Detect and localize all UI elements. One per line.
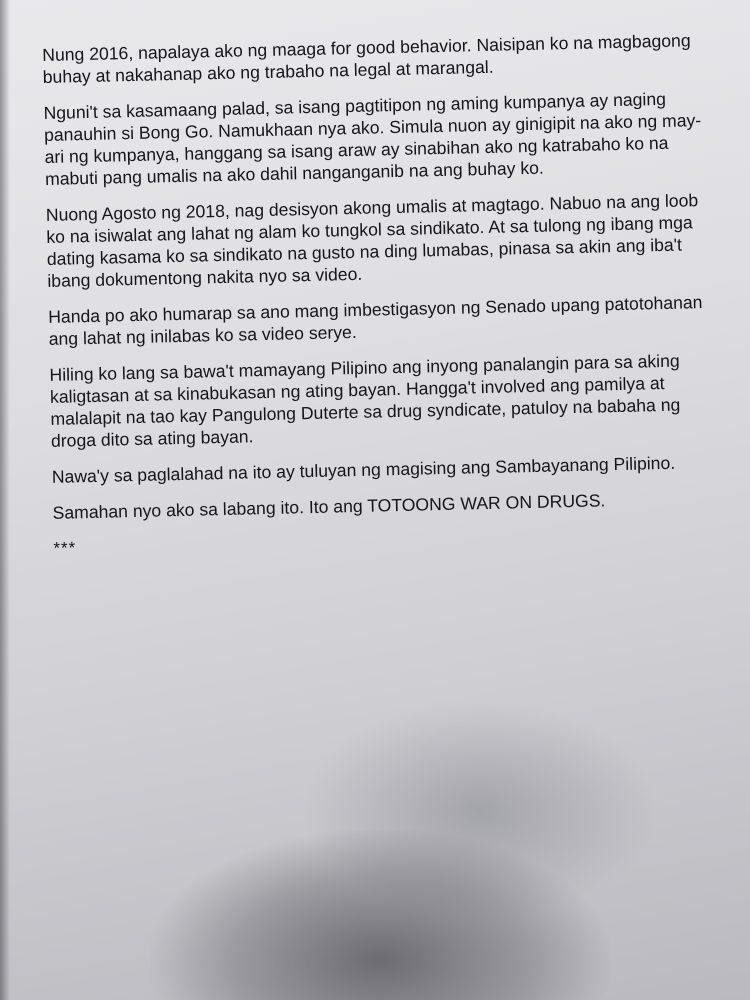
paragraph-6: Nawa'y sa paglalahad na ito ay tuluyan ng magising ang Sambayanang Pilipino. (51, 452, 676, 487)
paper-edge-shadow (0, 0, 10, 1000)
paragraph-1: Nung 2016, napalaya ako ng maaga for good behavior. Naisipan ko na magbagong buhay at nakahanap ako ng trabaho na legal at marangal. (42, 30, 691, 87)
paragraph-2: Nguni't sa kasamaang palad, sa isang pagtitipon ng aming kumpanya ay naging panauhin si Bong Go. Namukhaan nya ako. Simula nuon ay ginigipit na ako ng may-ari ng kumpanya, hanggang sa isang araw ay sinabihan ako ng katrabaho ko na mabuti pang umalis na ako dahil nanganganib na ang buhay ko. (43, 88, 702, 189)
letter-body (42, 29, 726, 560)
paragraph-3: Nuong Agosto ng 2018, nag desisyon akong umalis at magtago. Nabuo na ang loob ko na isiwalat ang lahat ng alam ko tungkol sa sindikato. At sa tulong ng ibang mga dating kasama ko sa sindikato na gusto na ding lumabas, pinasa sa akin ang iba't ibang dokumentong nakita nyo sa video. (45, 190, 699, 291)
paragraph-5: Hiling ko lang sa bawa't mamayang Pilipino ang inyong panalangin para sa aking kaligtasan at sa kinabukasan ng ating bayan. Hangga't involved ang pamilya at malalapit na tao kay Pangulong Duterte sa drug syndicate, patuloy na babaha ng droga dito sa ating bayan. (49, 350, 681, 451)
paragraph-4: Handa po ako humarap sa ano mang imbestigasyon ng Senado upang patotohanan ang lahat ng inilabas ko sa video serye. (47, 292, 703, 349)
paragraph-7: Samahan nyo ako sa labang ito. Ito ang TOTOONG WAR ON DRUGS. (52, 490, 606, 523)
end-mark: *** (53, 538, 77, 558)
hand-shadow (150, 830, 610, 1000)
